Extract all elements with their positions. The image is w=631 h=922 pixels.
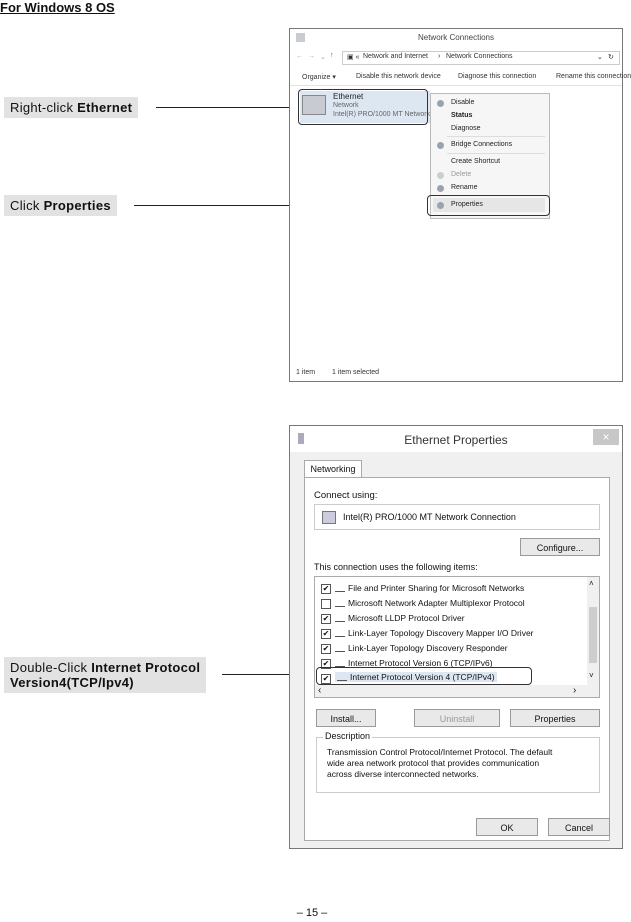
printer-icon	[335, 585, 345, 592]
adapter-display	[314, 504, 600, 530]
window-title: Network Connections	[417, 33, 495, 42]
annotation-text: Double-Click	[10, 660, 92, 675]
tab-networking[interactable]: Networking	[304, 460, 362, 478]
network-adapter-icon	[322, 511, 336, 524]
adapter-type: Network	[333, 102, 359, 109]
item-checkbox[interactable]: ✔	[322, 674, 330, 683]
configure-button[interactable]: Configure...	[520, 538, 600, 556]
annotation-bold: Version4(TCP/Ipv4)	[10, 675, 134, 690]
item-checkbox[interactable]: ✔	[322, 629, 330, 638]
scroll-down-icon[interactable]: ˅	[589, 671, 594, 680]
list-item[interactable]	[315, 611, 587, 626]
menu-item-bridge[interactable]: Bridge Connections	[451, 141, 513, 148]
toolbar-diagnose[interactable]: Diagnose this connection	[458, 73, 537, 80]
protocol-icon	[335, 600, 345, 607]
description-line: Transmission Control Protocol/Internet Protocol. The default	[327, 747, 553, 757]
ethernet-highlight	[298, 89, 431, 125]
items-label: This connection uses the following items:	[314, 562, 478, 572]
toolbar-organize[interactable]: Organize ▾	[302, 74, 336, 81]
up-arrow-icon[interactable]: ↑	[330, 52, 334, 59]
breadcrumb[interactable]	[342, 51, 620, 65]
item-text: Microsoft LLDP Protocol Driver	[348, 613, 465, 623]
annotation-text: Click	[10, 198, 44, 213]
breadcrumb-root-icon: ▣ «	[347, 54, 360, 61]
ipv4-highlight	[316, 667, 532, 685]
menu-item-create-shortcut[interactable]: Create Shortcut	[451, 158, 501, 165]
menu-separator	[447, 136, 545, 137]
item-checkbox[interactable]	[321, 599, 331, 609]
title-bar	[290, 29, 622, 47]
status-selected: 1 item selected	[332, 369, 380, 376]
item-checkbox[interactable]: ✔	[322, 644, 330, 653]
annotation-click-properties	[4, 195, 117, 216]
ok-button[interactable]: OK	[476, 818, 538, 836]
item-label	[335, 583, 524, 593]
item-text: Link-Layer Topology Discovery Mapper I/O Driver	[348, 628, 534, 638]
scrollbar-thumb[interactable]	[589, 607, 597, 663]
item-text: Internet Protocol Version 4 (TCP/IPv4)	[350, 672, 495, 682]
item-text: File and Printer Sharing for Microsoft Networks	[348, 583, 525, 593]
shield-icon	[437, 142, 444, 149]
toolbar-disable-device[interactable]: Disable this network device	[356, 73, 441, 80]
command-toolbar	[290, 69, 631, 86]
shield-icon	[437, 100, 444, 107]
page-number: – 15 –	[296, 907, 328, 919]
address-bar	[294, 51, 620, 65]
protocol-icon	[335, 630, 345, 637]
breadcrumb-separator-icon: ›	[438, 53, 441, 60]
description-line: wide area network protocol that provides communication	[327, 758, 540, 768]
menu-item-status[interactable]: Status	[451, 112, 473, 119]
title-bar	[290, 426, 622, 452]
window-title: Ethernet Properties	[404, 433, 508, 447]
annotation-double-click-ipv4	[4, 657, 206, 693]
connect-using-label: Connect using:	[314, 490, 378, 501]
item-checkbox[interactable]: ✔	[322, 659, 330, 668]
vertical-scrollbar[interactable]	[587, 577, 599, 685]
menu-separator	[447, 153, 545, 154]
adapter-name: Intel(R) PRO/1000 MT Network Connection	[343, 512, 516, 522]
item-label	[335, 628, 534, 638]
status-item-count: 1 item	[296, 369, 316, 376]
item-text: Link-Layer Topology Discovery Responder	[348, 643, 508, 653]
item-checkbox[interactable]: ✔	[322, 614, 330, 623]
chevron-down-icon[interactable]: ⌄	[320, 54, 326, 61]
list-item[interactable]	[315, 596, 587, 611]
chevron-down-icon[interactable]: ⌄	[597, 54, 603, 61]
breadcrumb-item[interactable]: Network Connections	[446, 53, 513, 60]
annotation-right-click-ethernet	[4, 97, 138, 118]
description-line: across diverse interconnected networks.	[327, 769, 479, 779]
properties-button[interactable]: Properties	[510, 709, 600, 727]
description-label: Description	[325, 731, 371, 741]
menu-item-rename[interactable]: Rename	[451, 184, 478, 191]
properties-highlight	[427, 195, 550, 216]
annotation-bold: Ethernet	[77, 100, 133, 115]
connector-line	[156, 107, 298, 108]
refresh-icon[interactable]: ↻	[608, 54, 614, 61]
item-checkbox[interactable]: ✔	[322, 584, 330, 593]
adapter-device: Intel(R) PRO/1000 MT Network	[333, 111, 431, 118]
description-group	[316, 731, 600, 793]
menu-item-properties[interactable]: Properties	[451, 201, 483, 208]
toolbar-rename[interactable]: Rename this connection	[556, 73, 631, 80]
item-label	[335, 643, 508, 653]
horizontal-scrollbar[interactable]	[315, 685, 599, 697]
network-connections-window	[289, 28, 631, 382]
item-text: Internet Protocol Version 6 (TCP/IPv6)	[348, 658, 493, 668]
breadcrumb-item[interactable]: Network and Internet	[363, 53, 428, 60]
back-arrow-icon[interactable]: ←	[296, 53, 303, 60]
annotation-bold: Properties	[43, 198, 111, 213]
ethernet-properties-window	[289, 425, 623, 849]
list-item[interactable]	[315, 626, 587, 641]
scroll-up-icon[interactable]: ˄	[589, 579, 594, 588]
annotation-text: Right-click	[10, 100, 78, 115]
install-button[interactable]: Install...	[316, 709, 376, 727]
list-item[interactable]	[315, 641, 587, 656]
item-label	[335, 598, 525, 608]
scroll-left-icon[interactable]: ‹	[318, 685, 322, 696]
scroll-right-icon[interactable]: ›	[573, 685, 577, 696]
shield-icon	[437, 172, 444, 179]
menu-item-disable[interactable]: Disable	[451, 99, 475, 106]
menu-item-diagnose[interactable]: Diagnose	[451, 125, 481, 132]
annotation-bold: Internet Protocol	[91, 660, 201, 675]
shield-icon	[437, 185, 444, 192]
item-label	[335, 613, 465, 623]
uninstall-button: Uninstall	[414, 709, 500, 727]
protocol-icon	[335, 615, 345, 622]
cancel-button[interactable]: Cancel	[548, 818, 610, 836]
page-heading: For Windows 8 OS	[0, 0, 115, 15]
close-button[interactable]: ×	[593, 429, 619, 445]
list-item[interactable]	[315, 581, 587, 596]
description-text	[327, 747, 552, 780]
protocol-icon	[335, 645, 345, 652]
forward-arrow-icon[interactable]: →	[308, 53, 315, 60]
item-text: Microsoft Network Adapter Multiplexor Protocol	[348, 598, 525, 608]
adapter-name: Ethernet	[333, 92, 364, 101]
menu-item-delete: Delete	[451, 171, 472, 178]
